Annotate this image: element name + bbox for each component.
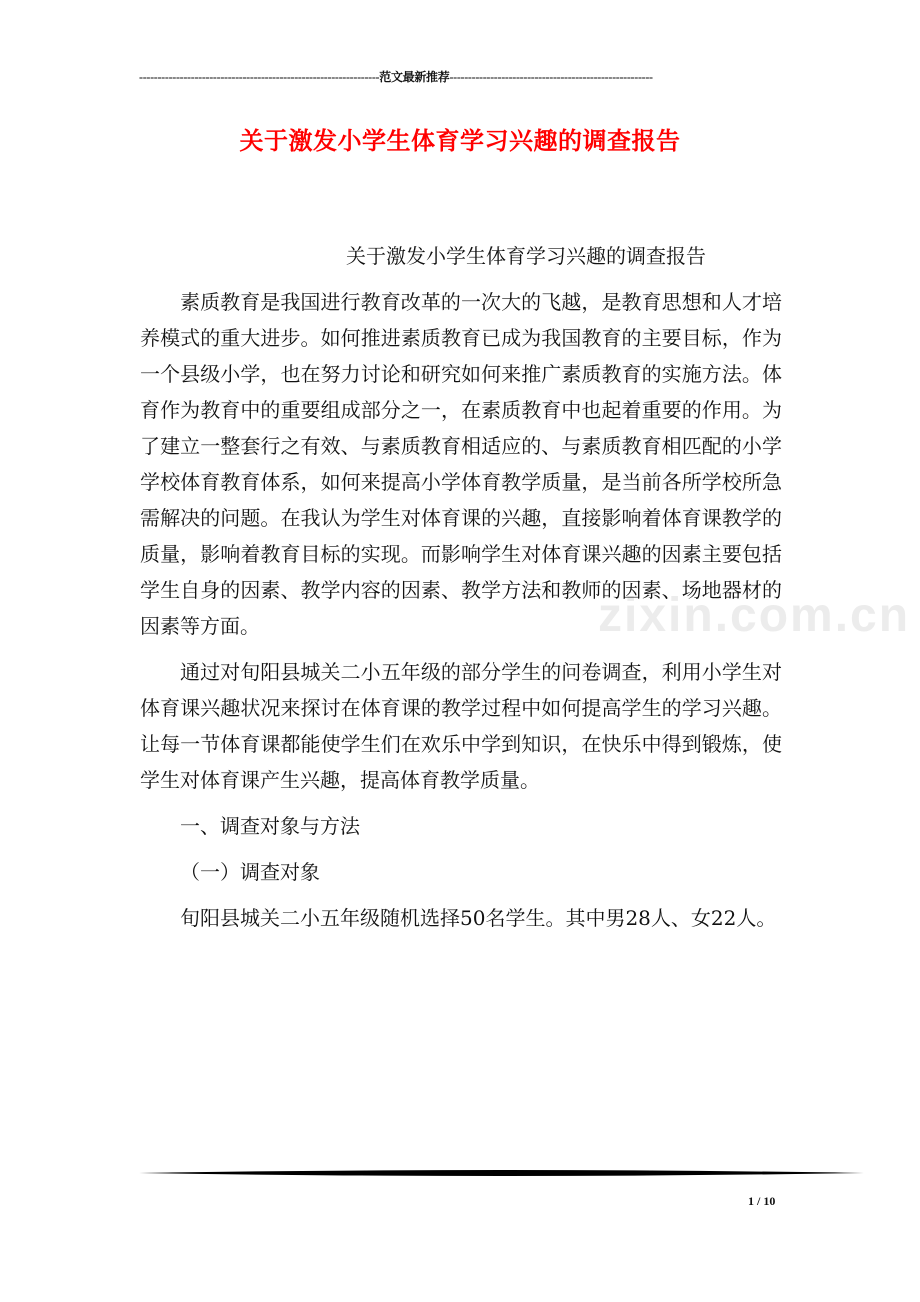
document-body [140,238,782,936]
section-heading: 一、调查对象与方法 [180,814,360,838]
header-banner: -----------------------------------------------------------------范文最新推荐------------------------------------------------------- [139,70,653,84]
page-number: 1 / 10 [748,1194,776,1208]
footer-rule [139,1168,864,1178]
document-subtitle: 关于激发小学生体育学习兴趣的调查报告 [346,244,706,268]
paragraph-subjects: 旬阳县城关二小五年级随机选择50名学生。其中男28人、女22人。 [180,906,777,930]
subsection-heading: （一）调查对象 [180,860,320,884]
document-title: 关于激发小学生体育学习兴趣的调查报告 [239,126,681,155]
paragraph-survey: 通过对旬阳县城关二小五年级的部分学生的问卷调查，利用小学生对体育课兴趣状况来探讨在体育课的教学过程中如何提高学生的学习兴趣。让每一节体育课都能使学生们在欢乐中学到知识，在快乐中得到锻炼，使学生对体育课产生兴趣，提高体育教学质量。 [140,660,782,792]
watermark: zixin.com.cn [598,589,911,642]
paragraph-intro: 素质教育是我国进行教育改革的一次大的飞越，是教育思想和人才培养模式的重大进步。如何推进素质教育已成为我国教育的主要目标，作为一个县级小学，也在努力讨论和研究如何来推广素质教育的实施方法。体育作为教育中的重要组成部分之一，在素质教育中也起着重要的作用。为了建立一整套行之有效、与素质教育相适应的、与素质教育相匹配的小学学校体育教育体系，如何来提高小学体育教学质量，是当前各所学校所急需解决的问题。在我认为学生对体育课的兴趣，直接影响着体育课教学的质量，影响着教育目标的实现。而影响学生对体育课兴趣的因素主要包括学生自身的因素、教学内容的因素、教学方法和教师的因素、场地器材的因素等方面。 [140,290,782,638]
